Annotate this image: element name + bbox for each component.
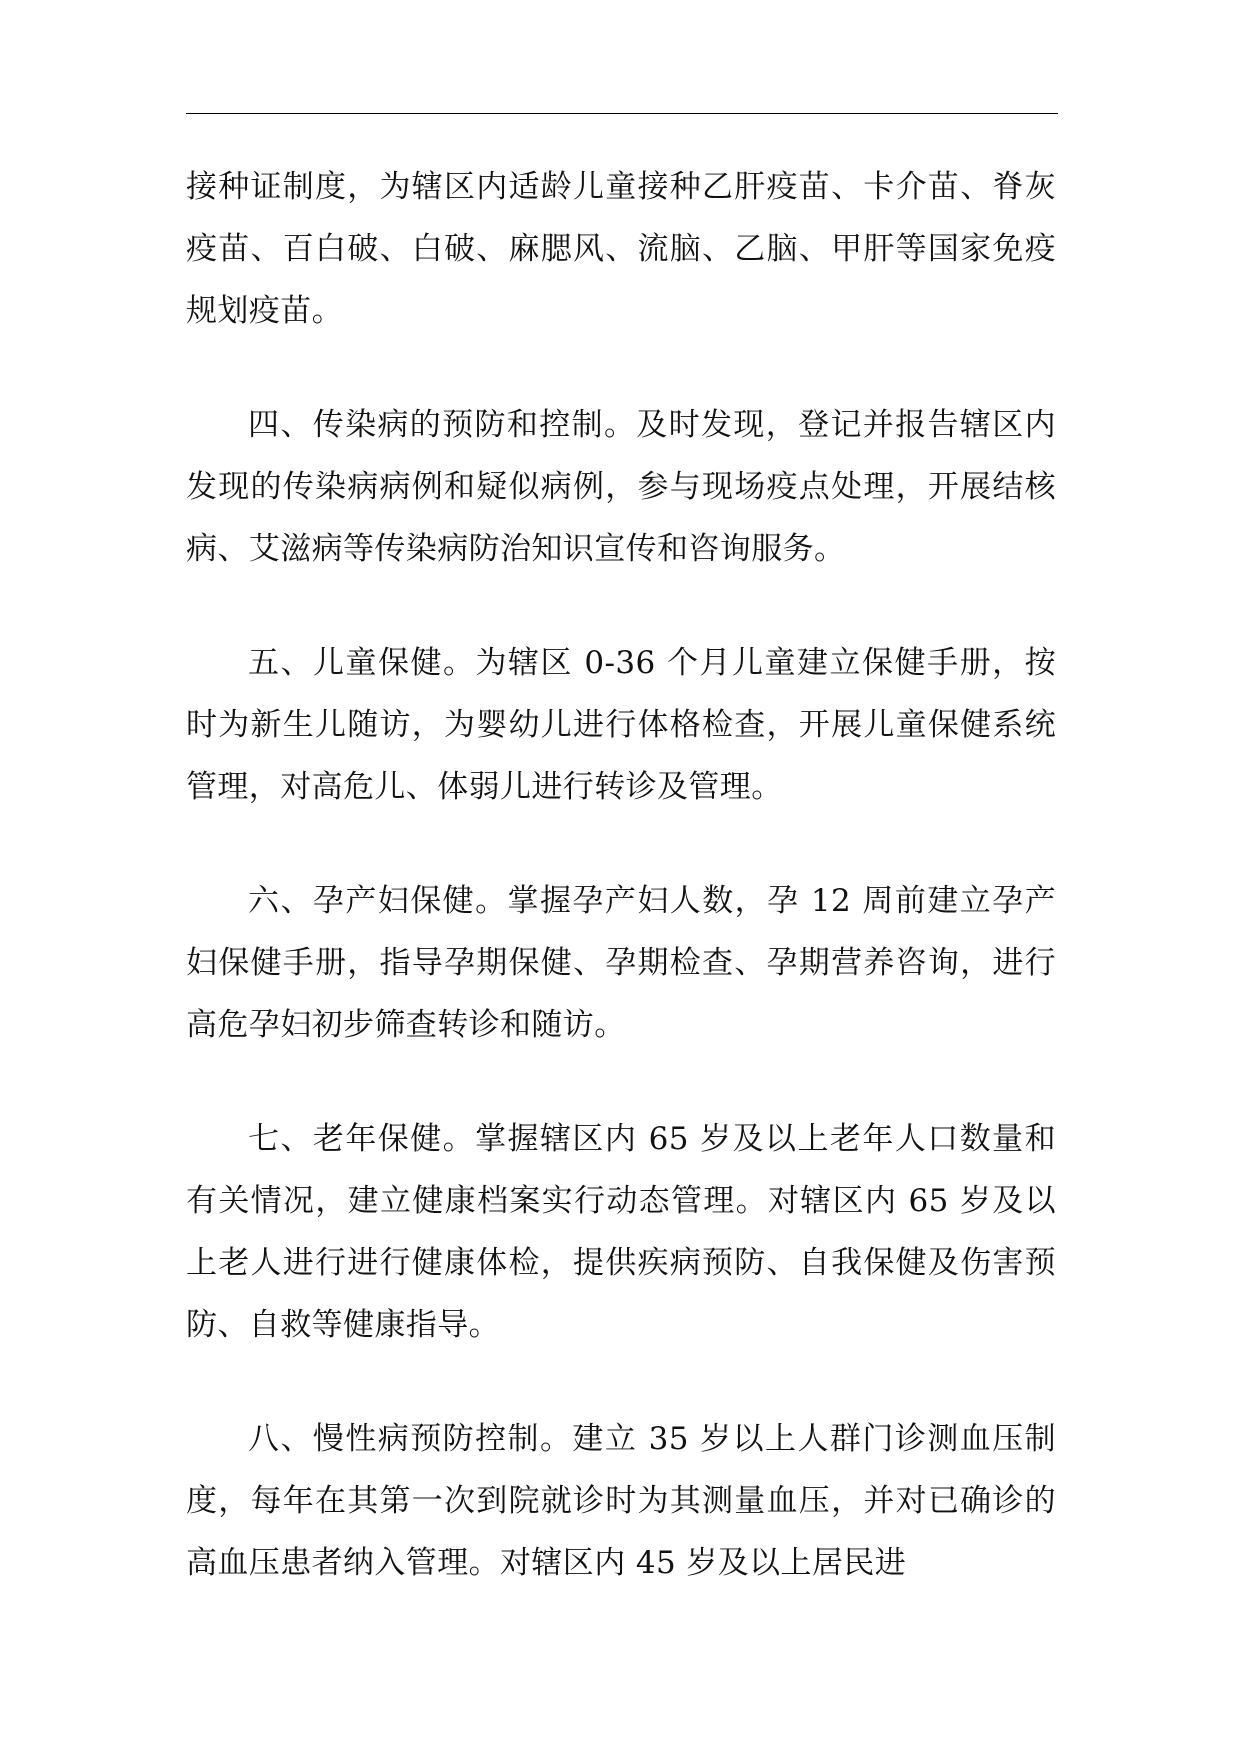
header-rule (186, 113, 1058, 114)
paragraph-infectious-disease-control: 四、传染病的预防和控制。及时发现，登记并报告辖区内发现的传染病病例和疑似病例，参与现场疫点处理，开展结核病、艾滋病等传染病防治知识宣传和咨询服务。 (186, 407, 1056, 567)
paragraph-child-health: 五、儿童保健。为辖区 0-36 个月儿童建立保健手册，按时为新生儿随访，为婴幼儿进行体格检查，开展儿童保健系统管理，对高危儿、体弱儿进行转诊及管理。 (186, 645, 1056, 805)
paragraph-chronic-disease-control: 八、慢性病预防控制。建立 35 岁以上人群门诊测血压制度，每年在其第一次到院就诊时为其测量血压，并对已确诊的高血压患者纳入管理。对辖区内 45 岁及以上居民进 (186, 1421, 1056, 1581)
document-body (186, 156, 1056, 1646)
paragraph-vaccination-continued: 接种证制度，为辖区内适龄儿童接种乙肝疫苗、卡介苗、脊灰疫苗、百白破、白破、麻腮风、流脑、乙脑、甲肝等国家免疫规划疫苗。 (186, 169, 1056, 329)
paragraph-elderly-health: 七、老年保健。掌握辖区内 65 岁及以上老年人口数量和有关情况，建立健康档案实行动态管理。对辖区内 65 岁及以上老人进行进行健康体检，提供疾病预防、自我保健及伤害预防、自救等健康指导。 (186, 1121, 1056, 1343)
paragraph-maternal-health: 六、孕产妇保健。掌握孕产妇人数，孕 12 周前建立孕产妇保健手册，指导孕期保健、孕期检查、孕期营养咨询，进行高危孕妇初步筛查转诊和随访。 (186, 883, 1056, 1043)
